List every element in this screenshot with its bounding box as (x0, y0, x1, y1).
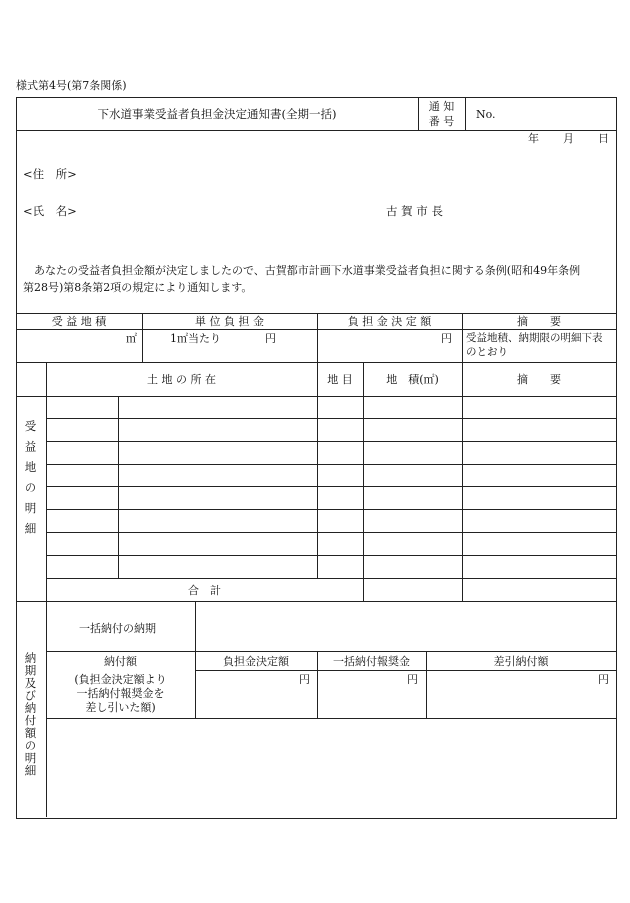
divider (46, 362, 47, 601)
notice-body-line1: あなたの受益者負担金額が決定しましたので、古賀都市計画下水道事業受益者負担に関する条例(昭和49年条例 (34, 264, 581, 277)
divider (46, 532, 616, 533)
divider (195, 670, 616, 671)
header-net-payment: 差引納付額 (493, 655, 549, 668)
name-label: <氏 名> (23, 204, 77, 218)
reward-yen: 円 (407, 673, 418, 686)
decided-yen: 円 (441, 332, 452, 345)
divider (462, 362, 463, 601)
unit-per-sqm: 1㎡当たり (170, 332, 221, 345)
header-lump-sum-reward: 一括納付報奨金 (333, 655, 410, 668)
payment-amount-note: (負担金決定額より 一括納付報奨金を 差し引いた額) (74, 673, 167, 714)
date-month: 月 (563, 132, 574, 145)
date-year: 年 (528, 132, 539, 145)
header-land-category: 地 目 (327, 373, 353, 386)
total-label: 合 計 (188, 584, 221, 597)
divider (46, 718, 616, 719)
divider (16, 362, 616, 363)
divider (46, 578, 616, 579)
header-decided-amount: 負 担 金 決 定 額 (347, 315, 432, 328)
divider (16, 130, 616, 131)
header-remarks: 摘 要 (517, 315, 561, 328)
divider (46, 441, 616, 442)
divider (16, 396, 616, 397)
header-payment-decided: 負担金決定額 (223, 655, 289, 668)
header-beneficiary-area: 受 益 地 積 (51, 315, 107, 328)
divider (16, 601, 616, 602)
divider (46, 651, 616, 652)
date-day: 日 (598, 132, 609, 145)
header-land-location: 土 地 の 所 在 (147, 373, 216, 386)
header-land-remarks: 摘 要 (517, 373, 561, 386)
divider (46, 464, 616, 465)
divider (317, 362, 318, 578)
payment-section-label: 納期及び納付額の明細 (23, 652, 38, 777)
divider (46, 555, 616, 556)
divider (16, 329, 616, 330)
divider (465, 97, 466, 130)
land-section-label: 受益地の明細 (23, 420, 38, 543)
net-payment-yen: 円 (598, 673, 609, 686)
divider (363, 362, 364, 601)
notice-body-line2: 第28号)第8条第2項の規定により通知します。 (23, 281, 253, 294)
notice-no-label: No. (476, 108, 496, 121)
divider (46, 509, 616, 510)
divider (118, 396, 119, 578)
divider (16, 313, 616, 314)
header-unit-charge: 単 位 負 担 金 (195, 315, 264, 328)
divider (46, 486, 616, 487)
lump-sum-due-label: 一括納付の納期 (79, 622, 156, 635)
issuer-name: 古 賀 市 長 (386, 204, 443, 218)
area-unit: ㎡ (126, 332, 137, 345)
payment-decided-yen: 円 (299, 673, 310, 686)
header-land-area: 地 積(㎡) (386, 373, 439, 386)
divider (46, 418, 616, 419)
payment-amount-label: 納付額 (104, 655, 137, 668)
remarks-line1: 受益地積、納期限の明細下表 (466, 332, 603, 344)
form-title: 下水道事業受益者負担金決定通知書(全期一括) (97, 107, 337, 121)
remarks-line2: のとおり (466, 346, 508, 358)
notice-number-label: 通 知 番 号 (428, 100, 455, 128)
form-reference: 様式第4号(第7条関係) (16, 79, 127, 92)
address-label: <住 所> (23, 167, 77, 181)
unit-yen: 円 (265, 332, 276, 345)
